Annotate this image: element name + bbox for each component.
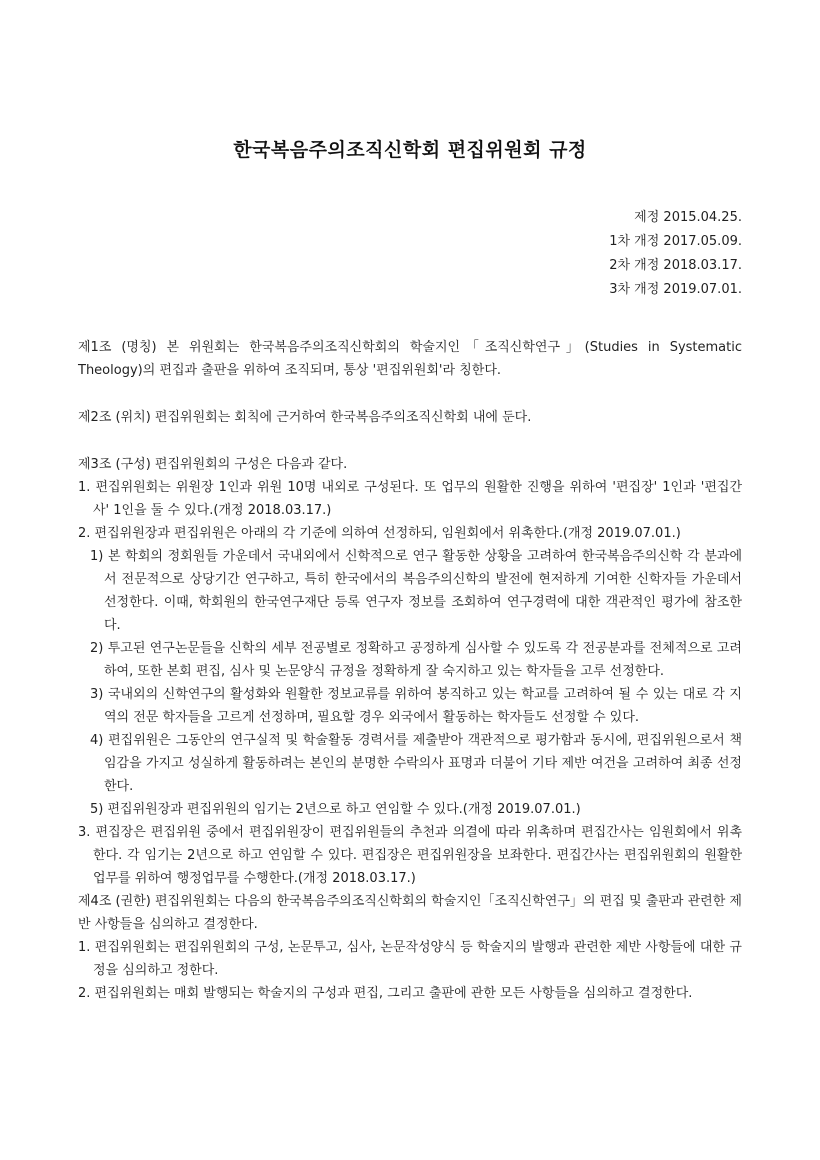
article-3-sub-2: 2) 투고된 연구논문들을 신학의 세부 전공별로 정확하고 공정하게 심사할 수 있도록 각 전공분과를 전체적으로 고려하여, 또한 본회 편집, 심사 및 논문양식 규정을 정확하게 잘 숙지하고 있는 학자들을 고루 선정한다. [90, 641, 742, 679]
revision-history [609, 206, 742, 302]
article-4-item-1: 1. 편집위원회는 편집위원회의 구성, 논문투고, 심사, 논문작성양식 등 학술지의 발행과 관련한 제반 사항들에 대한 규정을 심의하고 정한다. [78, 940, 742, 978]
article-1: 제1조 (명칭) 본 위원회는 한국복음주의조직신학회의 학술지인「조직신학연구」(Studies in Systematic Theology)의 편집과 출판을 위하여 조직되며, 통상 '편집위원회'라 칭한다. [78, 340, 742, 378]
article-2: 제2조 (위치) 편집위원회는 회칙에 근거하여 한국복음주의조직신학회 내에 둔다. [78, 410, 532, 425]
article-3-sub-1: 1) 본 학회의 정회원들 가운데서 국내외에서 신학적으로 연구 활동한 상황을 고려하여 한국복음주의신학 각 분과에서 전문적으로 상당기간 연구하고, 특히 한국에서의 복음주의신학의 발전에 현저하게 기여한 신학자들 가운데서 선정한다. 이때, 학회원의 한국연구재단 등록 연구자 정보를 조회하여 연구경력에 대한 객관적인 평가에 참조한다. [90, 549, 742, 633]
article-3-sub-4: 4) 편집위원은 그동안의 연구실적 및 학술활동 경력서를 제출받아 객관적으로 평가함과 동시에, 편집위원으로서 책임감을 가지고 성실하게 활동하려는 본인의 분명한 수락의사 표명과 더불어 기타 제반 여건을 고려하여 최종 선정한다. [90, 733, 742, 794]
revision-entry: 제정 2015.04.25. [634, 210, 742, 225]
document-title: 한국복음주의조직신학회 편집위원회 규정 [233, 139, 587, 161]
article-3-item-3: 3. 편집장은 편집위원 중에서 편집위원장이 편집위원들의 추천과 의결에 따라 위촉하며 편집간사는 임원회에서 위촉한다. 각 임기는 2년으로 하고 연임할 수 있다. 편집장은 편집위원장을 보좌한다. 편집간사는 편집위원회의 원활한 업무를 위하여 행정업무를 수행한다.(개정 2018.03.17.) [78, 825, 742, 886]
document-body [78, 336, 742, 1005]
revision-entry: 3차 개정 2019.07.01. [609, 282, 742, 297]
article-3-heading: 제3조 (구성) 편집위원회의 구성은 다음과 같다. [78, 457, 348, 472]
article-3-item-2: 2. 편집위원장과 편집위원은 아래의 각 기준에 의하여 선정하되, 임원회에서 위촉한다.(개정 2019.07.01.) [78, 526, 681, 541]
article-3-sub-5: 5) 편집위원장과 편집위원의 임기는 2년으로 하고 연임할 수 있다.(개정 2019.07.01.) [90, 802, 581, 817]
revision-entry: 1차 개정 2017.05.09. [609, 234, 742, 249]
article-4-item-2: 2. 편집위원회는 매회 발행되는 학술지의 구성과 편집, 그리고 출판에 관한 모든 사항들을 심의하고 결정한다. [78, 986, 693, 1001]
article-3-sub-3: 3) 국내외의 신학연구의 활성화와 원활한 정보교류를 위하여 봉직하고 있는 학교를 고려하여 될 수 있는 대로 각 지역의 전문 학자들을 고르게 선정하며, 필요할 경우 외국에서 활동하는 학자들도 선정할 수 있다. [90, 687, 742, 725]
article-4-heading: 제4조 (권한) 편집위원회는 다음의 한국복음주의조직신학회의 학술지인「조직신학연구」의 편집 및 출판과 관련한 제반 사항들을 심의하고 결정한다. [78, 894, 742, 932]
revision-entry: 2차 개정 2018.03.17. [609, 258, 742, 273]
article-3-item-1: 1. 편집위원회는 위원장 1인과 위원 10명 내외로 구성된다. 또 업무의 원활한 진행을 위하여 '편집장' 1인과 '편집간사' 1인을 둘 수 있다.(개정 2018.03.17.) [78, 480, 742, 518]
